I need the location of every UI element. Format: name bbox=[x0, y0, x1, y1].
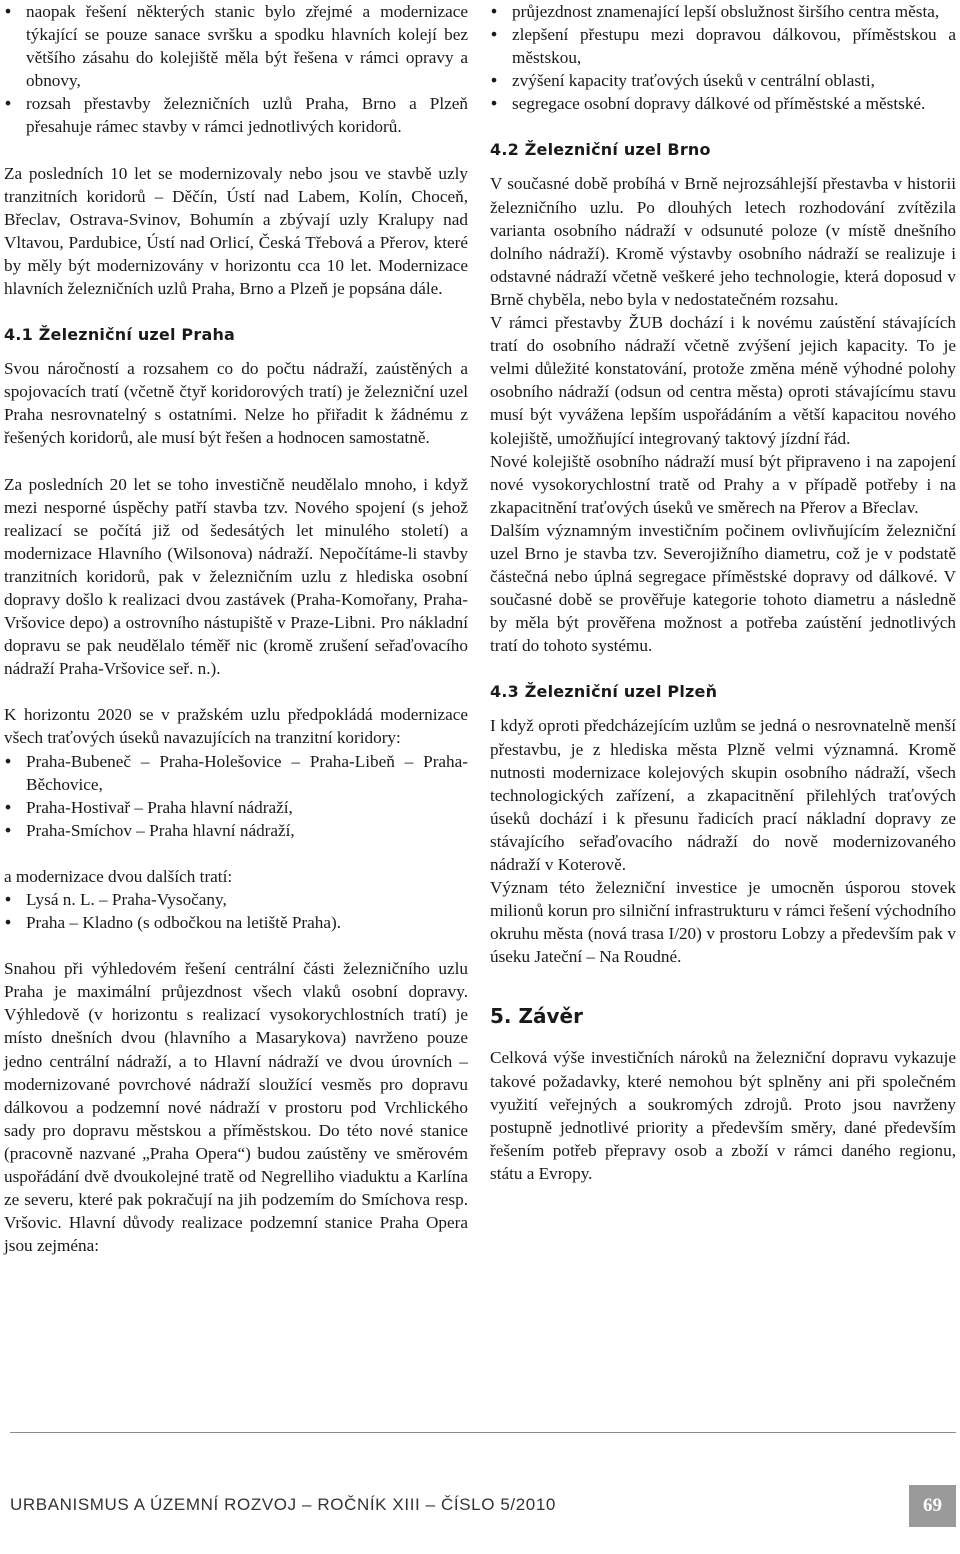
paragraph-brno-2: V rámci přestavby ŽUB dochází i k novému zaústění stávajících tratí do osobního nádraží včetně zvýšení jejich kapacity. To je velmi důležité konstatování, protože změna méně výhodné polohy osobního nádraží (odsun od centra města) oproti stávajícímu stavu musí být vyvážena lepším uspořádáním a větší kapacitou nového kolejiště, umožňující integrovaný taktový jízdní řád. bbox=[490, 313, 956, 448]
heading-conclusion: 5. Závěr bbox=[490, 1004, 583, 1029]
bullet-list-2020 bbox=[4, 750, 468, 842]
footer-divider bbox=[10, 1432, 956, 1433]
list-item: • Lysá n. L. – Praha-Vysočany, bbox=[4, 888, 468, 911]
list-item: • Praha-Smíchov – Praha hlavní nádraží, bbox=[4, 819, 468, 842]
journal-footer: URBANISMUS A ÚZEMNÍ ROZVOJ – ROČNÍK XIII – ČÍSLO 5/2010 bbox=[10, 1495, 556, 1514]
list-item: • Praha-Bubeneč – Praha-Holešovice – Praha-Libeň – Praha-Běchovice, bbox=[4, 750, 468, 796]
bullet-list-tracks bbox=[4, 888, 468, 934]
paragraph-conclusion: Celková výše investičních nároků na železniční dopravu vykazuje takové požadavky, které nemohou být splněny ani při společném využití veřejných a soukromých zdrojů. Proto jsou navrženy postupně jednotlivé priority a především směry, dané především řešením potřeb přepravy osob a zboží v rámci daného regionu, státu a Evropy. bbox=[490, 1048, 956, 1183]
paragraph-praha-opera: Snahou při výhledovém řešení centrální části železničního uzlu Praha je maximální průjezdnost všech vlaků osobní dopravy. Výhledově (v horizontu s realizací vysokorychlostních tratí) je místo dnešních dvou (hlavního a Masarykova) navrženo pouze jedno centrální nádraží, a to Hlavní nádraží ve dvou úrovních – modernizované povrchové nádraží sloužící vesměs pro dopravu dálkovou a podzemní nové nádraží v prostoru pod Vrchlického sady pro dopravu městskou a příměstskou. Do této nové stanice (pracovně nazvané „Praha Opera“) budou zaústěny ve směrovém uspořádání dvě dvoukolejné tratě od Negrelliho viaduktu a Karlína ze severu, které pak pokračují na jih podzemím do Smíchova resp. Vršovic. Hlavní důvody realizace podzemní stanice Praha Opera jsou zejména: bbox=[4, 959, 468, 1256]
bullet-list-opera-reasons bbox=[490, 0, 956, 115]
list-item: • rozsah přestavby železničních uzlů Praha, Brno a Plzeň přesahuje rámec stavby v rámci jednotlivých koridorů. bbox=[4, 92, 468, 138]
paragraph-transit-nodes: Za posledních 10 let se modernizovaly nebo jsou ve stavbě uzly tranzitních koridorů – Děčín, Ústí nad Labem, Kolín, Choceň, Břeclav, Ostrava-Svinov, Bohumín a zbývají uzly Kralupy nad Vltavou, Pardubice, Ústí nad Orlicí, Česká Třebová a Přerov, které by měly být modernizovány v horizontu cca 10 let. Modernizace hlavních železničních uzlů Praha, Brno a Plzeň je popsána dále. bbox=[4, 163, 468, 299]
list-item: • zvýšení kapacity traťových úseků v centrální oblasti, bbox=[490, 69, 956, 92]
paragraph-plzen-1: I když oproti předcházejícím uzlům se jedná o nesrovnatelně menší přestavbu, je z hlediska města Plzně velmi významná. Kromě nutnosti modernizace kolejových skupin osobního nádraží, všech technologických zařízení, a zkapacitnění přilehlých traťových úseků dochází i k přesunu řadicích prací nákladní dopravy ze stávajícího seřaďovacího nádraží do nově modernizovaného nádraží v Koterově. bbox=[490, 716, 956, 874]
left-column bbox=[4, 0, 468, 1257]
right-column bbox=[490, 0, 956, 1185]
list-item: • průjezdnost znamenající lepší obslužnost širšího centra města, bbox=[490, 0, 956, 23]
list-item: • segregace osobní dopravy dálkové od příměstské a městské. bbox=[490, 92, 956, 115]
paragraph-brno-3: Nové kolejiště osobního nádraží musí být připraveno i na zapojení nové vysokorychlostní tratě od Prahy a v případě potřeby i na zkapacitnění traťových úseků ve směrech na Přerov a Břeclav. bbox=[490, 451, 956, 517]
list-item: • Praha – Kladno (s odbočkou na letiště Praha). bbox=[4, 911, 468, 934]
paragraph-plzen-2: Význam této železniční investice je umocněn úsporou stovek milionů korun pro silniční infrastrukturu v rámci řešení východního okruhu města (nová trasa I/20) v prostoru Lobzy a především pak v úseku Jateční – Na Roudné. bbox=[490, 878, 956, 967]
list-item: • zlepšení přestupu mezi dopravou dálkovou, příměstskou a městskou, bbox=[490, 23, 956, 69]
list-item: • Praha-Hostivař – Praha hlavní nádraží, bbox=[4, 796, 468, 819]
heading-plzen: 4.3 Železniční uzel Plzeň bbox=[490, 682, 718, 702]
paragraph-horizon-2020: K horizontu 2020 se v pražském uzlu předpokládá modernizace všech traťových úseků navazujících na tranzitní koridory: bbox=[4, 705, 468, 748]
paragraph-praha-intro: Svou náročností a rozsahem co do počtu nádraží, zaústěných a spojovacích tratí (včetně čtyř koridorových tratí) je železniční uzel Praha nesrovnatelný s ostatními. Nelze ho přiřadit k žádnému z řešených koridorů, ale musí být řešen a hodnocen samostatně. bbox=[4, 359, 468, 448]
paragraph-praha-history: Za posledních 20 let se toho investičně neudělalo mnoho, i když mezi nesporné úspěchy patří stavba tzv. Nového spojení (s jehož realizací se počítá již od šedesátých let minulého století) a modernizace Hlavního (Wilsonova) nádraží. Nepočítáme-li stavby tranzitních koridorů, pak v železničním uzlu z hlediska osobní dopravy došlo k realizaci dvou zastávek (Praha-Komořany, Praha-Vršovice depo) a ostrovního nástupiště v Praze-Libni. Pro nákladní dopravu se pak neudělalo téměř nic (kromě zrušení seřaďovacího nádraží Praha-Vršovice seř. n.). bbox=[4, 474, 468, 679]
paragraph-brno-1: V současné době probíhá v Brně nejrozsáhlejší přestavba v historii železničního uzlu. Po dlouhých letech rozhodování zvítězila varianta osobního nádraží v odsunuté poloze (v místě dnešního dolního nádraží). Kromě výstavby osobního nádraží se realizuje i odstavné nádraží včetně veškeré jeho technologie, která doposud v Brně chyběla, nebo byla v nedostatečném rozsahu. bbox=[490, 174, 956, 309]
bullet-list-stations bbox=[4, 0, 468, 139]
heading-praha: 4.1 Železniční uzel Praha bbox=[4, 325, 236, 345]
heading-brno: 4.2 Železniční uzel Brno bbox=[490, 140, 711, 160]
page-number: 69 bbox=[909, 1485, 956, 1527]
paragraph-brno-4: Dalším významným investičním počinem ovlivňujícím železniční uzel Brno je stavba tzv. Severojižního diametru, což je v podstatě částečná nebo úplná segregace příměstské dopravy od dálkové. V současné době se prověřuje kategorie tohoto diametru a následně by měla být prověřena možnost a potřeba zaústění jednotlivých tratí do tohoto systému. bbox=[490, 520, 956, 656]
paragraph-two-tracks: a modernizace dvou dalších tratí: bbox=[4, 866, 233, 886]
list-item: • naopak řešení některých stanic bylo zřejmé a modernizace týkající se pouze sanace svršku a spodku hlavních kolejí bez většího zásahu do kolejiště měla být řešena v rámci opravy a obnovy, bbox=[4, 0, 468, 92]
